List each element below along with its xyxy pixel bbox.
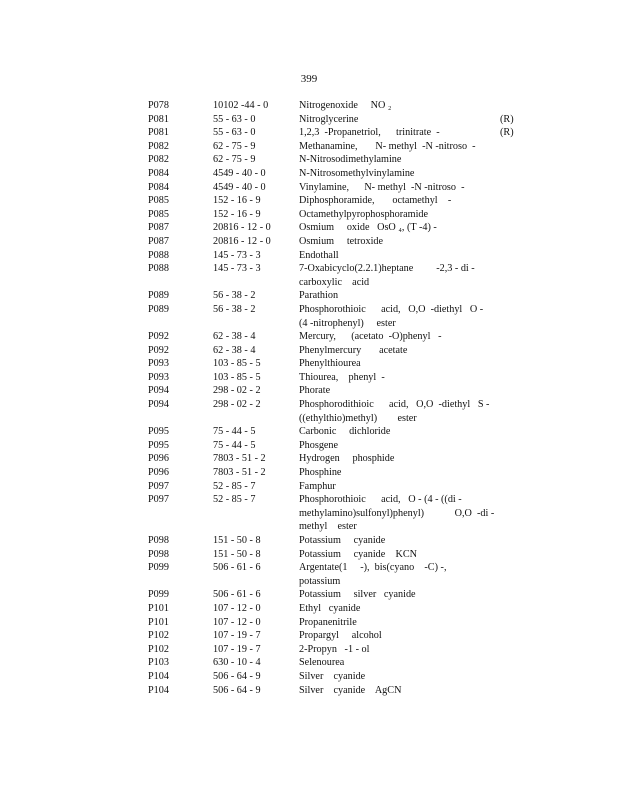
table-row bbox=[0, 194, 618, 208]
cas-number: 103 - 85 - 5 bbox=[213, 358, 261, 370]
hazardous-waste-code: P082 bbox=[148, 140, 169, 152]
cas-number: 145 - 73 - 3 bbox=[213, 263, 261, 275]
substance-name: 7-Oxabicyclo(2.2.1)heptane -2,3 - di - carboxylic acid bbox=[299, 263, 475, 288]
hazardous-waste-code: P088 bbox=[148, 263, 169, 275]
table-row bbox=[0, 140, 618, 154]
hazardous-waste-code: P093 bbox=[148, 358, 169, 370]
table-row bbox=[0, 480, 618, 494]
cas-number: 107 - 12 - 0 bbox=[213, 602, 261, 614]
cas-number: 55 - 63 - 0 bbox=[213, 113, 256, 125]
cas-number: 75 - 44 - 5 bbox=[213, 439, 256, 451]
substance-name: Potassium silver cyanide bbox=[299, 589, 416, 601]
cas-number: 152 - 16 - 9 bbox=[213, 208, 261, 220]
hazardous-waste-code: P098 bbox=[148, 548, 169, 560]
table-row bbox=[0, 534, 618, 548]
table-row bbox=[0, 466, 618, 480]
table-row bbox=[0, 221, 618, 235]
substance-name: Osmium oxide OsO ₄, (T -4) - bbox=[299, 222, 437, 234]
cas-number: 630 - 10 - 4 bbox=[213, 657, 261, 669]
cas-number: 55 - 63 - 0 bbox=[213, 127, 256, 139]
table-row bbox=[0, 643, 618, 657]
cas-number: 56 - 38 - 2 bbox=[213, 290, 256, 302]
substance-name: N-Nitrosomethylvinylamine bbox=[299, 167, 415, 179]
hazardous-waste-code: P095 bbox=[148, 439, 169, 451]
hazardous-waste-code: P099 bbox=[148, 589, 169, 601]
table-row bbox=[0, 629, 618, 643]
substance-name: Propanenitrile bbox=[299, 616, 357, 628]
substance-name: Phenylthiourea bbox=[299, 358, 361, 370]
table-row bbox=[0, 398, 618, 425]
substance-name: 1,2,3 -Propanetriol, trinitrate - bbox=[299, 127, 440, 139]
page-number: 399 bbox=[300, 73, 318, 85]
reactivity-note: (R) bbox=[500, 127, 514, 139]
substance-name: Potassium cyanide KCN bbox=[299, 548, 417, 560]
table-row bbox=[0, 548, 618, 562]
table-row bbox=[0, 425, 618, 439]
table-row bbox=[0, 181, 618, 195]
table-row bbox=[0, 493, 618, 534]
substance-name: Phosgene bbox=[299, 439, 339, 451]
hazardous-waste-code: P092 bbox=[148, 331, 169, 343]
hazardous-waste-code: P097 bbox=[148, 480, 169, 492]
substance-name: Argentate(1 -), bis(cyano -C) -, potassium bbox=[299, 562, 447, 587]
table-row bbox=[0, 371, 618, 385]
table-row bbox=[0, 330, 618, 344]
waste-code-table bbox=[0, 99, 618, 697]
substance-name: Phenylmercury acetate bbox=[299, 344, 408, 356]
substance-name: 2-Propyn -1 - ol bbox=[299, 643, 370, 655]
hazardous-waste-code: P095 bbox=[148, 426, 169, 438]
substance-name: Phosphorodithioic acid, O,O -diethyl S - ((ethylthio)methyl) ester bbox=[299, 399, 490, 424]
reactivity-note: (R) bbox=[500, 113, 514, 125]
cas-number: 151 - 50 - 8 bbox=[213, 548, 261, 560]
substance-name: N-Nitrosodimethylamine bbox=[299, 154, 402, 166]
hazardous-waste-code: P094 bbox=[148, 399, 169, 411]
hazardous-waste-code: P102 bbox=[148, 643, 169, 655]
substance-name: Parathion bbox=[299, 290, 339, 302]
substance-name: Osmium tetroxide bbox=[299, 235, 384, 247]
cas-number: 4549 - 40 - 0 bbox=[213, 167, 266, 179]
hazardous-waste-code: P085 bbox=[148, 208, 169, 220]
hazardous-waste-code: P081 bbox=[148, 127, 169, 139]
cas-number: 107 - 19 - 7 bbox=[213, 630, 261, 642]
cas-number: 62 - 38 - 4 bbox=[213, 344, 256, 356]
substance-name: Silver cyanide AgCN bbox=[299, 684, 402, 696]
cas-number: 151 - 50 - 8 bbox=[213, 535, 261, 546]
hazardous-waste-code: P099 bbox=[148, 562, 169, 574]
cas-number: 75 - 44 - 5 bbox=[213, 426, 256, 438]
cas-number: 152 - 16 - 9 bbox=[213, 195, 261, 207]
hazardous-waste-code: P103 bbox=[148, 657, 169, 669]
table-row bbox=[0, 384, 618, 398]
table-row bbox=[0, 452, 618, 466]
hazardous-waste-code: P081 bbox=[148, 113, 169, 125]
substance-name: Methanamine, N- methyl -N -nitroso - bbox=[299, 140, 476, 152]
table-row bbox=[0, 357, 618, 371]
substance-name: Phosphine bbox=[299, 467, 342, 479]
substance-name: Nitroglycerine bbox=[299, 113, 359, 125]
substance-name: Potassium cyanide bbox=[299, 535, 386, 546]
substance-name: Phosphorothioic acid, O,O -diethyl O - (4 -nitrophenyl) ester bbox=[299, 303, 484, 329]
hazardous-waste-code: P092 bbox=[148, 344, 169, 356]
cas-number: 10102 -44 - 0 bbox=[213, 100, 269, 111]
substance-name: Vinylamine, N- methyl -N -nitroso - bbox=[299, 181, 465, 193]
substance-name: Octamethylpyrophosphoramide bbox=[299, 208, 429, 220]
cas-number: 298 - 02 - 2 bbox=[213, 399, 261, 411]
cas-number: 298 - 02 - 2 bbox=[213, 385, 261, 397]
substance-name: Selenourea bbox=[299, 657, 345, 669]
cas-number: 62 - 38 - 4 bbox=[213, 331, 256, 343]
substance-name: Phosphorothioic acid, O - (4 - ((di - methylamino)sulfonyl)phenyl) O,O -di - methyl ester bbox=[299, 494, 495, 533]
hazardous-waste-code: P098 bbox=[148, 535, 169, 546]
cas-number: 4549 - 40 - 0 bbox=[213, 181, 266, 193]
hazardous-waste-code: P104 bbox=[148, 684, 169, 696]
cas-number: 107 - 19 - 7 bbox=[213, 643, 261, 655]
table-row bbox=[0, 439, 618, 453]
substance-name: Ethyl cyanide bbox=[299, 602, 361, 614]
cas-number: 506 - 61 - 6 bbox=[213, 562, 261, 574]
hazardous-waste-code: P093 bbox=[148, 371, 169, 383]
table-row bbox=[0, 235, 618, 249]
hazardous-waste-code: P102 bbox=[148, 630, 169, 642]
hazardous-waste-code: P101 bbox=[148, 616, 169, 628]
table-row bbox=[0, 262, 618, 289]
hazardous-waste-code: P078 bbox=[148, 100, 169, 111]
hazardous-waste-code: P082 bbox=[148, 154, 169, 166]
table-row bbox=[0, 684, 618, 698]
substance-name: Phorate bbox=[299, 385, 331, 397]
table-row bbox=[0, 602, 618, 616]
table-row bbox=[0, 588, 618, 602]
hazardous-waste-code: P084 bbox=[148, 181, 169, 193]
cas-number: 52 - 85 - 7 bbox=[213, 480, 256, 492]
table-row bbox=[0, 616, 618, 630]
table-row bbox=[0, 126, 618, 140]
hazardous-waste-code: P094 bbox=[148, 385, 169, 397]
cas-number: 20816 - 12 - 0 bbox=[213, 235, 271, 247]
table-row bbox=[0, 167, 618, 181]
substance-name: Mercury, (acetato -O)phenyl - bbox=[299, 331, 442, 343]
cas-number: 62 - 75 - 9 bbox=[213, 140, 256, 152]
cas-number: 20816 - 12 - 0 bbox=[213, 222, 271, 234]
hazardous-waste-code: P089 bbox=[148, 290, 169, 302]
hazardous-waste-code: P096 bbox=[148, 453, 169, 465]
substance-name: Famphur bbox=[299, 480, 336, 492]
cas-number: 62 - 75 - 9 bbox=[213, 154, 256, 166]
cas-number: 506 - 64 - 9 bbox=[213, 670, 261, 682]
hazardous-waste-code: P085 bbox=[148, 195, 169, 207]
substance-name: Thiourea, phenyl - bbox=[299, 371, 385, 383]
cas-number: 7803 - 51 - 2 bbox=[213, 467, 266, 479]
substance-name: Propargyl alcohol bbox=[299, 630, 382, 642]
substance-name: Diphosphoramide, octamethyl - bbox=[299, 195, 452, 207]
cas-number: 506 - 61 - 6 bbox=[213, 589, 261, 601]
table-row bbox=[0, 303, 618, 330]
cas-number: 7803 - 51 - 2 bbox=[213, 453, 266, 465]
table-row bbox=[0, 656, 618, 670]
substance-name: Hydrogen phosphide bbox=[299, 453, 395, 465]
table-row bbox=[0, 249, 618, 263]
substance-name: Silver cyanide bbox=[299, 670, 366, 682]
substance-name: Carbonic dichloride bbox=[299, 426, 391, 438]
cas-number: 103 - 85 - 5 bbox=[213, 371, 261, 383]
hazardous-waste-code: P089 bbox=[148, 303, 169, 315]
table-row bbox=[0, 153, 618, 167]
hazardous-waste-code: P087 bbox=[148, 222, 169, 234]
hazardous-waste-code: P087 bbox=[148, 235, 169, 247]
table-row bbox=[0, 344, 618, 358]
table-row bbox=[0, 670, 618, 684]
hazardous-waste-code: P096 bbox=[148, 467, 169, 479]
table-row bbox=[0, 113, 618, 127]
hazardous-waste-code: P104 bbox=[148, 670, 169, 682]
hazardous-waste-code: P101 bbox=[148, 602, 169, 614]
cas-number: 506 - 64 - 9 bbox=[213, 684, 261, 696]
cas-number: 145 - 73 - 3 bbox=[213, 249, 261, 261]
cas-number: 107 - 12 - 0 bbox=[213, 616, 261, 628]
table-row bbox=[0, 289, 618, 303]
substance-name: Nitrogenoxide NO ₂ bbox=[299, 100, 392, 111]
table-row bbox=[0, 99, 618, 113]
hazardous-waste-code: P084 bbox=[148, 167, 169, 179]
table-row bbox=[0, 208, 618, 222]
hazardous-waste-code: P088 bbox=[148, 249, 169, 261]
cas-number: 56 - 38 - 2 bbox=[213, 303, 256, 315]
cas-number: 52 - 85 - 7 bbox=[213, 494, 256, 506]
substance-name: Endothall bbox=[299, 249, 339, 261]
table-row bbox=[0, 561, 618, 588]
hazardous-waste-code: P097 bbox=[148, 494, 169, 506]
